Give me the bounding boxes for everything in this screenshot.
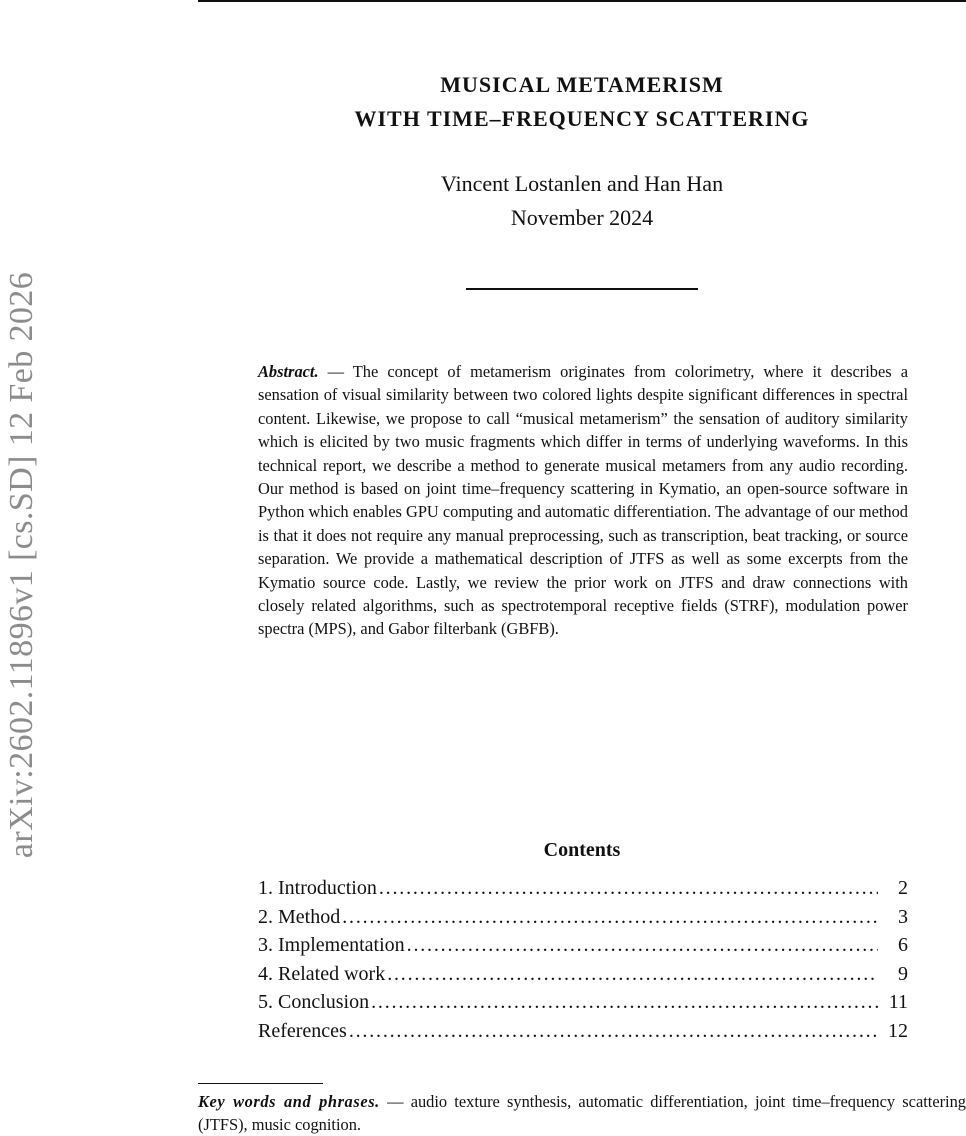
paper-date: November 2024 [510, 205, 654, 230]
abstract-dash: — [318, 362, 353, 381]
keywords-footnote [198, 1090, 966, 1136]
toc-leader-dots [342, 906, 878, 929]
toc-entry-page: 9 [898, 962, 908, 985]
toc-entry-implementation[interactable] [258, 934, 908, 963]
toc-entry-title: 1. Introduction [258, 877, 377, 899]
abstract [258, 360, 908, 641]
toc-entry-title: References [258, 1019, 347, 1042]
toc-leader-dots [379, 877, 878, 900]
arxiv-identifier-text: arXiv:2602.11896v1 [cs.SD] 12 Feb 2026 [3, 271, 41, 859]
header-rule [198, 0, 966, 2]
toc-leader-dots [387, 963, 878, 986]
toc-entry-page: 12 [888, 1019, 908, 1042]
toc-entry-conclusion[interactable] [258, 991, 908, 1020]
toc-entry-title: 4. Related work [258, 962, 386, 985]
paper-title-line-1: MUSICAL METAMERISM [440, 72, 724, 97]
footnote-rule [198, 1083, 323, 1084]
paper-authors: Vincent Lostanlen and Han Han [440, 171, 724, 196]
toc-leader-dots [371, 991, 878, 1014]
table-of-contents [258, 877, 908, 1049]
paper-title-line-2: WITH TIME–FREQUENCY SCATTERING [354, 106, 810, 131]
toc-entry-references[interactable] [258, 1020, 908, 1049]
toc-entry-page: 3 [898, 905, 908, 928]
toc-entry-page: 6 [898, 934, 908, 957]
toc-leader-dots [349, 1020, 878, 1043]
toc-entry-title: 3. Implementation [258, 934, 405, 957]
toc-entry-title: 5. Conclusion [258, 991, 370, 1014]
toc-entry-method[interactable] [258, 906, 908, 935]
toc-leader-dots [407, 934, 878, 957]
toc-entry-page: 11 [888, 991, 908, 1014]
arxiv-identifier-stamp [0, 200, 44, 930]
title-separator-rule [466, 288, 698, 290]
toc-entry-title: 2. Method [258, 905, 341, 928]
toc-entry-introduction[interactable] [258, 877, 908, 906]
abstract-text: The concept of metamerism originates from colorimetry, where it describes a sensation of visual similarity between two colored lights despite significant differences in spectral content. Likewise, we propose to call “musical metamerism” the sensation of auditory similarity which is elicited by two music fragments which differ in terms of underlying waveforms. In this technical report, we describe a method to generate musical metamers from any audio recording. Our method is based on joint time–frequency scattering in Kymatio, an open-source software in Python which enables GPU computing and automatic differentiation. The advantage of our method is that it does not require any manual preprocessing, such as transcription, beat tracking, or source separation. We provide a mathematical description of JTFS as well as some excerpts from the Kymatio source code. Lastly, we review the prior work on JTFS and draw connections with closely related algorithms, such as spectrotemporal receptive fields (STRF), modulation power spectra (MPS), and Gabor filterbank (GBFB). [258, 362, 908, 639]
keywords-dash: — [379, 1092, 411, 1111]
keywords-label: Key words and phrases. [198, 1092, 380, 1111]
toc-entry-related-work[interactable] [258, 963, 908, 992]
abstract-label: Abstract. [258, 362, 319, 381]
keywords-text: audio texture synthesis, automatic differentiation, joint time–frequency scattering (JTFS), music cognition. [198, 1092, 966, 1134]
contents-heading: Contents [543, 839, 621, 861]
toc-entry-page: 2 [898, 877, 908, 899]
